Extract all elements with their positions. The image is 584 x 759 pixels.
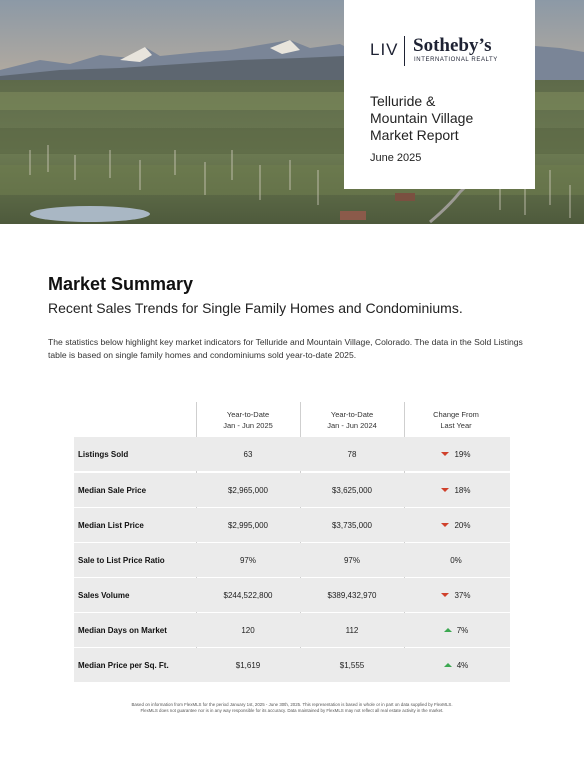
table-row (74, 613, 510, 647)
trend-down-arrow-icon (441, 488, 449, 492)
trend-down-arrow-icon (441, 593, 449, 597)
column-header-ytd-2025 (196, 409, 300, 431)
liv-sothebys-logo (370, 36, 530, 68)
data-source-footnote (100, 702, 484, 714)
trend-down-arrow-icon (441, 523, 449, 527)
logo-divider (404, 36, 405, 66)
report-title-line: Market Report (370, 127, 459, 143)
ytd-2025-value: $2,995,000 (227, 520, 269, 530)
change-percent: 37% (454, 590, 471, 600)
table-row (74, 578, 510, 612)
change-percent: 19% (454, 449, 471, 459)
header-line: Year-to-Date (330, 410, 374, 419)
ytd-2025-value: 97% (239, 555, 256, 565)
trend-up-arrow-icon (444, 628, 452, 632)
report-title-line: Telluride & (370, 93, 436, 109)
logo-liv-text: LIV (370, 40, 399, 59)
change-percent: 7% (456, 625, 469, 635)
change-value (404, 486, 508, 495)
table-header (74, 402, 510, 437)
ytd-2025-value: 120 (241, 625, 255, 635)
change-percent: 20% (454, 520, 471, 530)
brand-card (344, 0, 535, 189)
ytd-2024-value: 78 (347, 449, 357, 459)
table-row (74, 473, 510, 507)
change-percent: 4% (456, 660, 469, 670)
ytd-2024-value: $389,432,970 (327, 590, 377, 600)
row-label: Median Sale Price (78, 485, 147, 495)
row-label: Sales Volume (78, 590, 130, 600)
change-value (404, 556, 508, 565)
ytd-2024-value: $3,625,000 (331, 485, 373, 495)
table-row (74, 437, 510, 471)
table-row (74, 508, 510, 542)
logo-realty-text: INTERNATIONAL REALTY (414, 57, 498, 63)
footnote-line: FlexMLS does not guarantee nor is in any way responsible for its accuracy. Data maintained by FlexMLS may not reflect all real estate activity in the market. (140, 708, 444, 713)
footnote-line: Based on information from FlexMLS for the period January 1st, 2025 - June 30th, 2025. This representation is based in whole or in part on data supplied by FlexMLS. (131, 702, 453, 707)
ytd-2024-value: 112 (345, 625, 359, 635)
report-date: June 2025 (370, 152, 422, 164)
header-line: Change From (433, 410, 479, 419)
section-title: Market Summary (48, 274, 194, 294)
change-percent: 0% (450, 555, 462, 565)
row-label: Median Price per Sq. Ft. (78, 660, 169, 670)
row-label: Median List Price (78, 520, 144, 530)
table-row (74, 648, 510, 682)
header-line: Jan - Jun 2024 (327, 421, 377, 430)
header-line: Last Year (440, 421, 472, 430)
table-row (74, 543, 510, 577)
row-label: Listings Sold (78, 449, 129, 459)
row-label: Median Days on Market (78, 625, 167, 635)
row-label: Sale to List Price Ratio (78, 555, 165, 565)
change-percent: 18% (454, 485, 471, 495)
change-value (404, 626, 508, 635)
market-stats-table (74, 402, 510, 670)
ytd-2024-value: $3,735,000 (331, 520, 373, 530)
logo-sothebys-text: Sotheby’s (413, 35, 492, 56)
ytd-2025-value: $244,522,800 (223, 590, 273, 600)
trend-up-arrow-icon (444, 663, 452, 667)
change-value (404, 661, 508, 670)
column-header-change (404, 409, 508, 431)
intro-paragraph: The statistics below highlight key market indicators for Telluride and Mountain Village, Colorado. The data in the Sold Listings table is based on single family homes and condominiums sold year-to-date 2025. (48, 337, 523, 360)
header-line: Jan - Jun 2025 (223, 421, 273, 430)
change-value (404, 591, 508, 600)
ytd-2025-value: $1,619 (235, 660, 261, 670)
report-title-line: Mountain Village (370, 110, 474, 126)
column-header-ytd-2024 (300, 409, 404, 431)
ytd-2024-value: $1,555 (339, 660, 365, 670)
ytd-2024-value: 97% (343, 555, 360, 565)
ytd-2025-value: $2,965,000 (227, 485, 269, 495)
section-subtitle: Recent Sales Trends for Single Family Homes and Condominiums. (48, 300, 463, 316)
report-title (370, 93, 530, 144)
trend-down-arrow-icon (441, 452, 449, 456)
change-value (404, 450, 508, 459)
change-value (404, 521, 508, 530)
ytd-2025-value: 63 (243, 449, 253, 459)
header-line: Year-to-Date (226, 410, 270, 419)
